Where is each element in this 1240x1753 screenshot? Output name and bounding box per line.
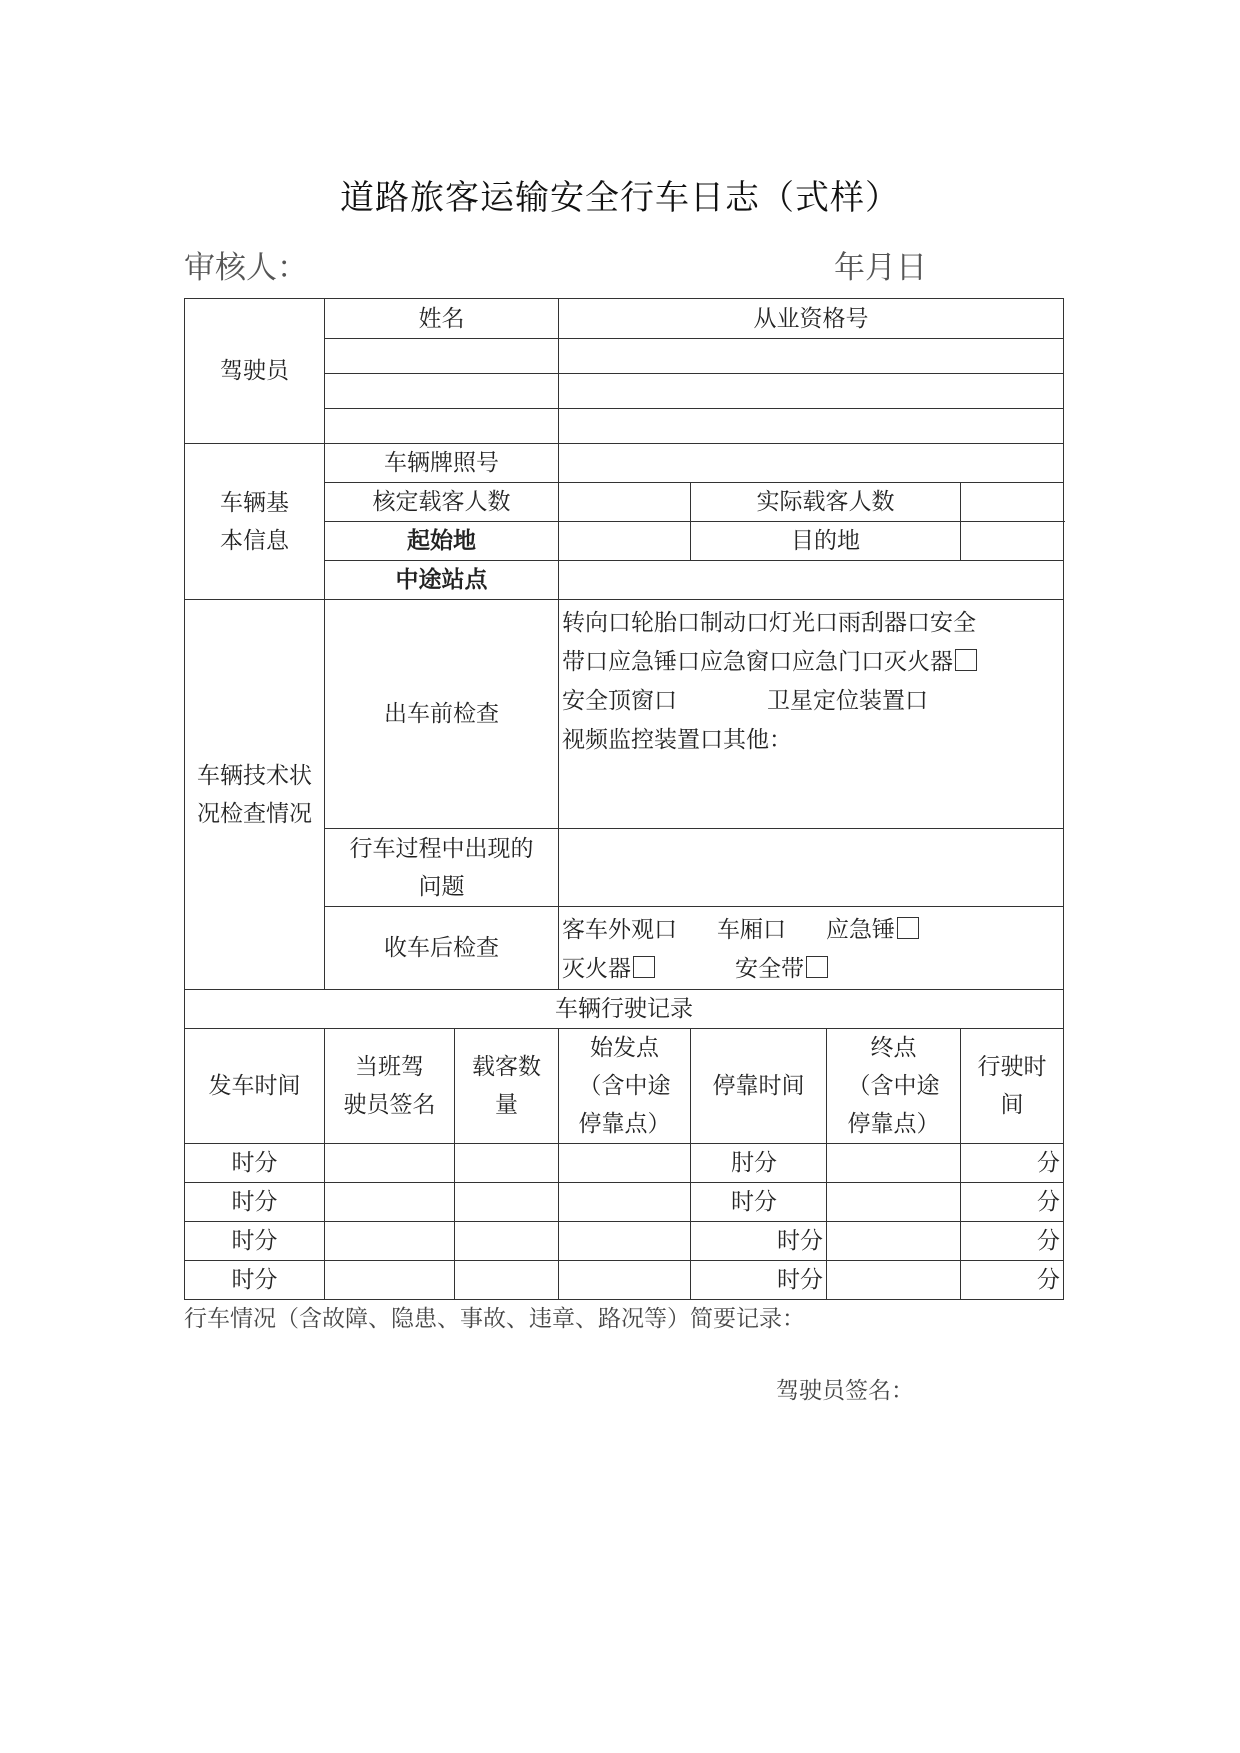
rated-capacity-label: 核定载客人数: [325, 483, 559, 522]
page-title: 道路旅客运输安全行车日志（式样）: [340, 178, 900, 218]
vehicle-info-label-line2: 本信息: [220, 527, 289, 554]
actual-capacity-field[interactable]: [961, 483, 1064, 522]
header-end-point: [827, 1029, 961, 1144]
pre-check-line3: [562, 682, 1060, 721]
tech-check-section-label: [185, 600, 325, 990]
vehicle-info-section-label: [185, 444, 325, 600]
origin-label: 起始地: [325, 522, 559, 561]
post-check-item-2: 车厢口: [717, 917, 786, 943]
duration-cell[interactable]: 分: [961, 1144, 1064, 1183]
header-stop-time: 停靠时间: [691, 1029, 827, 1144]
pre-check-line3b-text: 卫星定位装置口: [767, 688, 928, 714]
tech-check-label-line1: 车辆技术状: [197, 762, 312, 789]
table-row: [185, 1261, 1064, 1300]
during-trip-label: [325, 829, 559, 907]
driver-cert-header: 从业资格号: [559, 299, 1064, 339]
rated-capacity-field[interactable]: [559, 483, 691, 522]
header-start-line1: 始发点: [590, 1035, 659, 1061]
duration-cell[interactable]: 分: [961, 1183, 1064, 1222]
plate-label: 车辆牌照号: [325, 444, 559, 483]
extinguisher-post-checkbox[interactable]: [633, 956, 655, 978]
header-depart-time: 发车时间: [185, 1029, 325, 1144]
emergency-hammer-checkbox[interactable]: [897, 917, 919, 939]
end-point-cell[interactable]: [827, 1261, 961, 1300]
header-duration-line1: 行驶时: [977, 1054, 1047, 1080]
midway-field[interactable]: [559, 561, 1064, 600]
pre-check-label: 出车前检查: [325, 600, 559, 829]
actual-capacity-label: 实际载客人数: [691, 483, 961, 522]
plate-field[interactable]: [559, 444, 1064, 483]
header-passengers-line1: 载客数: [472, 1054, 541, 1080]
table-row: [185, 1222, 1064, 1261]
post-check-item-1: 客车外观口: [562, 917, 677, 943]
start-point-cell[interactable]: [559, 1261, 691, 1300]
during-trip-field[interactable]: [559, 829, 1064, 907]
origin-field[interactable]: [559, 522, 691, 561]
post-check-item-5: 安全带: [735, 956, 804, 982]
driver-cert-field-3[interactable]: [559, 409, 1064, 444]
start-point-cell[interactable]: [559, 1183, 691, 1222]
header-start-line3: 停靠点）: [578, 1111, 671, 1137]
driver-cert-field-2[interactable]: [559, 374, 1064, 409]
start-point-cell[interactable]: [559, 1222, 691, 1261]
pre-check-line2: [562, 643, 1060, 682]
driver-sign-cell[interactable]: [325, 1261, 455, 1300]
header-start-point: [559, 1029, 691, 1144]
passengers-cell[interactable]: [455, 1261, 559, 1300]
log-form-table: [184, 298, 1064, 1300]
header-start-line2: （含中途: [578, 1073, 671, 1099]
end-point-cell[interactable]: [827, 1183, 961, 1222]
end-point-cell[interactable]: [827, 1144, 961, 1183]
depart-time-cell[interactable]: 时分: [185, 1144, 325, 1183]
during-trip-label-line1: 行车过程中出现的: [349, 835, 534, 862]
driver-sign-cell[interactable]: [325, 1222, 455, 1261]
stop-time-cell[interactable]: 肘分: [691, 1144, 827, 1183]
pre-check-line4: 视频监控装置口其他：: [562, 727, 792, 753]
destination-label: 目的地: [691, 522, 961, 561]
driver-sign-cell[interactable]: [325, 1144, 455, 1183]
duration-cell[interactable]: 分: [961, 1261, 1064, 1300]
header-passengers-line2: 量: [495, 1092, 518, 1118]
header-duration-line2: 间: [1000, 1092, 1024, 1118]
passengers-cell[interactable]: [455, 1144, 559, 1183]
driver-cert-field-1[interactable]: [559, 339, 1064, 374]
tech-check-label-line2: 况检查情况: [197, 800, 312, 827]
driver-section-label: 驾驶员: [185, 299, 325, 444]
end-point-cell[interactable]: [827, 1222, 961, 1261]
depart-time-cell[interactable]: 时分: [185, 1222, 325, 1261]
driver-name-field-1[interactable]: [325, 339, 559, 374]
post-check-line1: [562, 911, 1060, 950]
pre-check-line1: 转向口轮胎口制动口灯光口雨刮器口安全: [562, 610, 976, 636]
driver-name-field-3[interactable]: [325, 409, 559, 444]
pre-check-line2-text: 带口应急锤口应急窗口应急门口灭火器: [562, 649, 953, 675]
passengers-cell[interactable]: [455, 1183, 559, 1222]
fire-extinguisher-checkbox[interactable]: [955, 649, 977, 671]
header-driver-sign: [325, 1029, 455, 1144]
vehicle-info-label-line1: 车辆基: [220, 489, 289, 516]
header-duration: [961, 1029, 1064, 1144]
driving-record-title: 车辆行驶记录: [185, 990, 1064, 1029]
header-driver-sign-line1: 当班驾: [355, 1054, 424, 1080]
header-end-line1: 终点: [870, 1035, 917, 1061]
during-trip-label-line2: 问题: [418, 873, 465, 900]
post-check-line2: [562, 950, 1060, 989]
header-end-line2: （含中途: [847, 1073, 940, 1099]
driver-name-header: 姓名: [325, 299, 559, 339]
seatbelt-checkbox[interactable]: [806, 956, 828, 978]
table-row: [185, 1183, 1064, 1222]
table-row: [185, 1144, 1064, 1183]
stop-time-cell[interactable]: 时分: [691, 1183, 827, 1222]
start-point-cell[interactable]: [559, 1144, 691, 1183]
header-end-line3: 停靠点）: [847, 1111, 940, 1137]
post-check-item-4: 灭火器: [562, 956, 631, 982]
duration-cell[interactable]: 分: [961, 1222, 1064, 1261]
passengers-cell[interactable]: [455, 1222, 559, 1261]
destination-field[interactable]: [961, 522, 1064, 561]
post-check-item-3: 应急锤: [826, 917, 895, 943]
stop-time-cell[interactable]: 时分: [691, 1261, 827, 1300]
driver-signature-label: 驾驶员签名：: [776, 1378, 914, 1404]
trip-notes-label: 行车情况（含故障、隐患、事故、违章、路况等）简要记录：: [184, 1306, 805, 1332]
pre-check-items: [559, 600, 1064, 829]
header-passengers: [455, 1029, 559, 1144]
post-check-label: 收车后检查: [325, 907, 559, 990]
stop-time-cell[interactable]: 时分: [691, 1222, 827, 1261]
header-driver-sign-line2: 驶员签名: [343, 1092, 436, 1118]
depart-time-cell[interactable]: 时分: [185, 1183, 325, 1222]
date-label: 年月日: [834, 250, 927, 286]
reviewer-label: 审核人：: [184, 250, 308, 286]
driver-sign-cell[interactable]: [325, 1183, 455, 1222]
midway-label: 中途站点: [325, 561, 559, 600]
pre-check-line3a-text: 安全顶窗口: [562, 688, 677, 714]
depart-time-cell[interactable]: 时分: [185, 1261, 325, 1300]
post-check-items: [559, 907, 1064, 990]
driver-name-field-2[interactable]: [325, 374, 559, 409]
